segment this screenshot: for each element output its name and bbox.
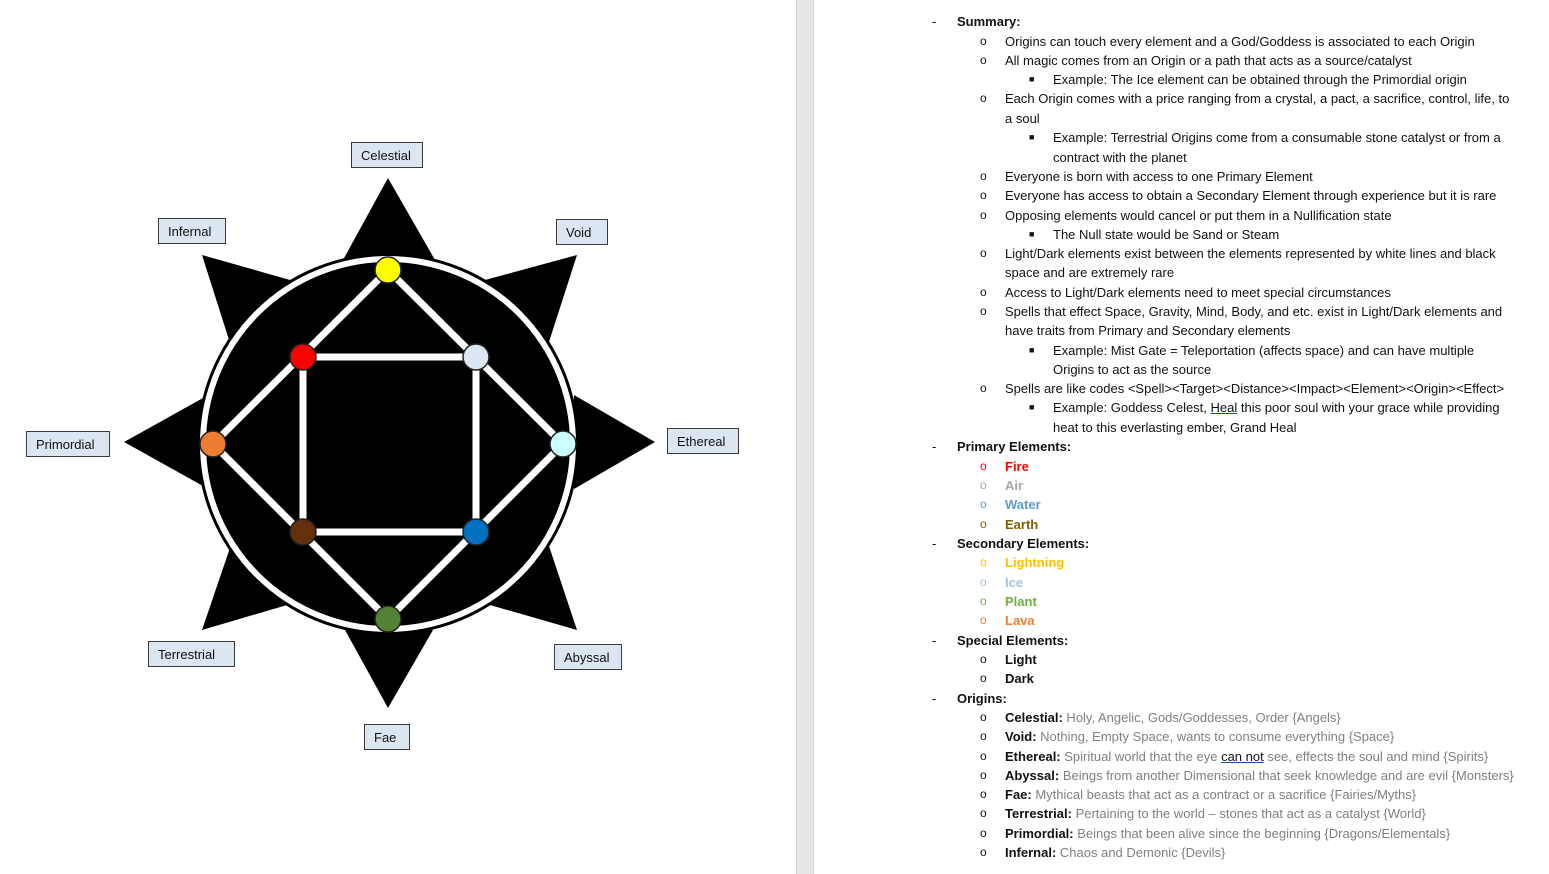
origin-name: Celestial: bbox=[1005, 710, 1063, 725]
secondary-heading: Secondary Elements: bbox=[957, 536, 1090, 551]
summary-item: Access to Light/Dark elements need to meet special circumstances bbox=[1005, 285, 1391, 300]
summary-item-continued: have traits from Primary and Secondary elements bbox=[1005, 323, 1291, 338]
node-lightning bbox=[375, 257, 401, 283]
primary-heading: Primary Elements: bbox=[957, 439, 1072, 454]
bullet-icon: o bbox=[980, 517, 987, 531]
origin-name: Abyssal: bbox=[1005, 768, 1060, 783]
square-bullet-icon: ■ bbox=[1029, 132, 1035, 142]
summary-heading: Summary: bbox=[957, 14, 1021, 29]
summary-item: Each Origin comes with a price ranging from a crystal, a pact, a sacrifice, control, life, to bbox=[1005, 91, 1510, 106]
summary-subitem bbox=[1053, 398, 1500, 417]
secondary-element: Lightning bbox=[1005, 555, 1065, 570]
bullet-icon: o bbox=[980, 285, 987, 299]
origin-desc: Nothing, Empty Space, wants to consume everything {Space} bbox=[1036, 729, 1395, 744]
bullet-icon: o bbox=[980, 729, 987, 743]
origin-item bbox=[1005, 708, 1341, 727]
origin-desc: Holy, Angelic, Gods/Goddesses, Order {Angels} bbox=[1062, 710, 1341, 725]
can-not-link[interactable]: can not bbox=[1221, 749, 1264, 764]
spike-fae bbox=[345, 630, 433, 708]
list-dash: - bbox=[932, 633, 937, 648]
origin-name: Void: bbox=[1005, 729, 1037, 744]
primary-element: Fire bbox=[1005, 459, 1029, 474]
origin-desc: Chaos and Demonic {Devils} bbox=[1056, 845, 1226, 860]
bullet-icon: o bbox=[980, 806, 987, 820]
summary-subitem-continued: contract with the planet bbox=[1053, 150, 1187, 165]
example-text: this poor soul with your grace while providing bbox=[1237, 400, 1500, 415]
node-plant bbox=[375, 606, 401, 632]
bullet-icon: o bbox=[980, 787, 987, 801]
label-terrestrial: Terrestrial bbox=[148, 641, 235, 667]
origin-desc: Beings from another Dimensional that seek knowledge and are evil {Monsters} bbox=[1059, 768, 1514, 783]
secondary-element: Lava bbox=[1005, 613, 1035, 628]
origin-item bbox=[1005, 843, 1225, 862]
bullet-icon: o bbox=[980, 381, 987, 395]
node-lava bbox=[200, 431, 226, 457]
bullet-icon: o bbox=[980, 594, 987, 608]
list-dash: - bbox=[932, 14, 937, 29]
list-dash: - bbox=[932, 439, 937, 454]
summary-item: Opposing elements would cancel or put them in a Nullification state bbox=[1005, 208, 1392, 223]
bullet-icon: o bbox=[980, 826, 987, 840]
summary-subitem: Example: The Ice element can be obtained through the Primordial origin bbox=[1053, 72, 1467, 87]
bullet-icon: o bbox=[980, 53, 987, 67]
square-bullet-icon: ■ bbox=[1029, 402, 1035, 412]
bullet-icon: o bbox=[980, 246, 987, 260]
summary-subitem: Example: Terrestrial Origins come from a consumable stone catalyst or from a bbox=[1053, 130, 1501, 145]
primary-element: Earth bbox=[1005, 517, 1039, 532]
summary-item: Light/Dark elements exist between the elements represented by white lines and black bbox=[1005, 246, 1496, 261]
bullet-icon: o bbox=[980, 169, 987, 183]
summary-item-continued: space and are extremely rare bbox=[1005, 265, 1175, 280]
label-abyssal: Abyssal bbox=[554, 644, 622, 670]
bullet-icon: o bbox=[980, 188, 987, 202]
bullet-icon: o bbox=[980, 555, 987, 569]
node-water bbox=[463, 519, 489, 545]
bullet-icon: o bbox=[980, 459, 987, 473]
origin-item bbox=[1005, 785, 1416, 804]
summary-item: Spells are like codes <Spell><Target><Distance><Impact><Element><Origin><Effect> bbox=[1005, 381, 1505, 396]
origins-heading: Origins: bbox=[957, 691, 1007, 706]
origin-name: Ethereal: bbox=[1005, 749, 1061, 764]
summary-subitem-continued: Origins to act as the source bbox=[1053, 362, 1212, 377]
special-element: Dark bbox=[1005, 671, 1034, 686]
origin-name: Primordial: bbox=[1005, 826, 1074, 841]
label-primordial: Primordial bbox=[26, 431, 110, 457]
label-celestial: Celestial bbox=[351, 142, 423, 168]
node-ice bbox=[463, 344, 489, 370]
summary-item: Everyone has access to obtain a Secondary Element through experience but it is rare bbox=[1005, 188, 1497, 203]
bullet-icon: o bbox=[980, 478, 987, 492]
spike-primordial bbox=[124, 398, 203, 486]
summary-subitem-continued: heat to this everlasting ember, Grand Heal bbox=[1053, 420, 1297, 435]
spike-ethereal bbox=[574, 395, 655, 489]
bullet-icon: o bbox=[980, 768, 987, 782]
example-text: Example: Goddess Celest, bbox=[1053, 400, 1211, 415]
summary-item: Everyone is born with access to one Primary Element bbox=[1005, 169, 1313, 184]
heal-link[interactable]: Heal bbox=[1210, 400, 1238, 415]
page-gutter bbox=[796, 0, 814, 874]
document-page[interactable] bbox=[814, 0, 1549, 874]
summary-item-continued: a soul bbox=[1005, 111, 1040, 126]
bullet-icon: o bbox=[980, 613, 987, 627]
summary-item: Spells that effect Space, Gravity, Mind, Body, and etc. exist in Light/Dark elements and bbox=[1005, 304, 1503, 319]
summary-subitem: Example: Mist Gate = Teleportation (affects space) and can have multiple bbox=[1053, 343, 1475, 358]
square-bullet-icon: ■ bbox=[1029, 74, 1035, 84]
label-ethereal: Ethereal bbox=[667, 428, 739, 454]
bullet-icon: o bbox=[980, 208, 987, 222]
summary-item: Origins can touch every element and a God/Goddess is associated to each Origin bbox=[1005, 34, 1475, 49]
bullet-icon: o bbox=[980, 34, 987, 48]
primary-element: Water bbox=[1005, 497, 1041, 512]
origin-name: Fae: bbox=[1005, 787, 1032, 802]
origin-item bbox=[1005, 727, 1394, 746]
bullet-icon: o bbox=[980, 671, 987, 685]
secondary-element: Ice bbox=[1005, 575, 1024, 590]
origin-item bbox=[1005, 747, 1488, 766]
bullet-icon: o bbox=[980, 845, 987, 859]
node-water-light bbox=[550, 431, 576, 457]
origin-name: Infernal: bbox=[1005, 845, 1057, 860]
special-element: Light bbox=[1005, 652, 1037, 667]
label-infernal: Infernal bbox=[158, 218, 226, 244]
list-dash: - bbox=[932, 691, 937, 706]
special-heading: Special Elements: bbox=[957, 633, 1069, 648]
bullet-icon: o bbox=[980, 652, 987, 666]
origin-desc: Spiritual world that the eye bbox=[1060, 749, 1222, 764]
label-fae: Fae bbox=[364, 724, 410, 750]
square-bullet-icon: ■ bbox=[1029, 229, 1035, 239]
outer-ring bbox=[197, 253, 579, 635]
bullet-icon: o bbox=[980, 710, 987, 724]
summary-subitem: The Null state would be Sand or Steam bbox=[1053, 227, 1280, 242]
square-bullet-icon: ■ bbox=[1029, 345, 1035, 355]
origin-desc: Mythical beasts that act as a contract or a sacrifice {Fairies/Myths} bbox=[1031, 787, 1417, 802]
origin-item bbox=[1005, 766, 1514, 785]
origin-name: Terrestrial: bbox=[1005, 806, 1072, 821]
secondary-element: Plant bbox=[1005, 594, 1037, 609]
origin-item bbox=[1005, 804, 1426, 823]
node-fire bbox=[290, 344, 316, 370]
node-earth bbox=[290, 519, 316, 545]
bullet-icon: o bbox=[980, 749, 987, 763]
origin-desc: see, effects the soul and mind {Spirits} bbox=[1263, 749, 1489, 764]
origin-desc: Beings that been alive since the beginning {Dragons/Elementals} bbox=[1073, 826, 1451, 841]
bullet-icon: o bbox=[980, 575, 987, 589]
primary-element: Air bbox=[1005, 478, 1024, 493]
summary-item: All magic comes from an Origin or a path that acts as a source/catalyst bbox=[1005, 53, 1412, 68]
origin-item bbox=[1005, 824, 1450, 843]
bullet-icon: o bbox=[980, 497, 987, 511]
spike-celestial bbox=[343, 178, 435, 260]
origin-desc: Pertaining to the world – stones that act as a catalyst {World} bbox=[1071, 806, 1426, 821]
list-dash: - bbox=[932, 536, 937, 551]
bullet-icon: o bbox=[980, 91, 987, 105]
bullet-icon: o bbox=[980, 304, 987, 318]
label-void: Void bbox=[556, 219, 608, 245]
